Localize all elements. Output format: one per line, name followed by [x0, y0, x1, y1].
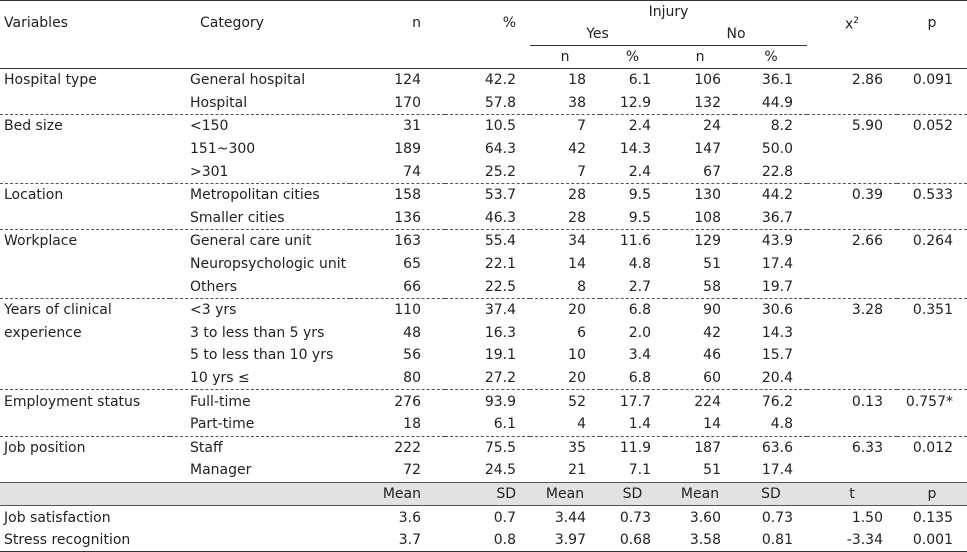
variable-cell: [0, 92, 170, 115]
pct-cell: 37.4: [484, 302, 516, 319]
variable-cell: [0, 459, 170, 482]
stat-cell: 3.28: [851, 302, 883, 319]
table-row: [0, 138, 967, 161]
variable-cell: Bed size: [4, 118, 63, 135]
yes-pct-cell: 3.4: [628, 347, 651, 364]
variable-cell: Job satisfaction: [4, 509, 111, 526]
p-cell: 0.091: [912, 72, 953, 89]
yes-n-cell: 4: [530, 413, 600, 436]
stat-cell: [807, 275, 897, 298]
pct-cell: 93.9: [484, 393, 516, 410]
variable-cell: [0, 413, 170, 436]
no-n-cell: 51: [703, 462, 721, 479]
no-pct-cell: 43.9: [761, 233, 793, 250]
pct-cell: 6.1: [445, 413, 530, 436]
yes-n-cell: 38: [530, 92, 600, 115]
table-row: [0, 459, 967, 482]
n-cell: 74: [350, 160, 445, 183]
chi-symbol: x: [844, 17, 854, 34]
stat-cell: 0.39: [851, 187, 883, 204]
pct-cell: 46.3: [445, 207, 530, 230]
yes-n-cell: 8: [530, 275, 600, 298]
table-row: [0, 367, 967, 390]
pct-cell: 27.2: [445, 367, 530, 390]
variable-cell: [0, 367, 170, 390]
yes-n-cell: 21: [568, 462, 586, 479]
table-row: [0, 160, 967, 183]
yes-n-cell: 52: [568, 393, 586, 410]
yes-mean-cell: 3.97: [530, 529, 600, 552]
header-p: p: [897, 1, 967, 46]
table-row: [0, 298, 967, 321]
n-cell: 110: [394, 302, 421, 319]
stat-cell: [807, 413, 897, 436]
stat-cell: [807, 459, 897, 482]
yes-pct-cell: 4.8: [628, 256, 651, 273]
yes-n-cell: 14: [568, 256, 586, 273]
no-pct-cell: 76.2: [761, 393, 793, 410]
sub-header-p: p: [897, 482, 967, 506]
no-n-cell: 147: [694, 141, 721, 158]
sub-header-yes-mean: Mean: [530, 482, 600, 506]
p-cell: [897, 344, 967, 367]
pct-cell: 24.5: [484, 462, 516, 479]
yes-pct-cell: 6.1: [628, 72, 651, 89]
header-yes: Yes: [530, 23, 665, 46]
n-cell: 18: [350, 413, 445, 436]
n-cell: 158: [394, 187, 421, 204]
yes-pct-cell: 6.8: [600, 367, 665, 390]
no-pct-cell: 63.6: [761, 439, 793, 456]
p-cell: 0.135: [912, 509, 953, 526]
category-cell: Staff: [190, 439, 223, 456]
yes-pct-cell: 14.3: [619, 141, 651, 158]
no-pct-cell: 44.2: [761, 187, 793, 204]
yes-pct-cell: 2.7: [600, 275, 665, 298]
category-cell: General hospital: [190, 72, 306, 89]
yes-n-cell: 20: [568, 302, 586, 319]
no-n-cell: 187: [694, 439, 721, 456]
header-no-pct: %: [735, 46, 807, 69]
p-cell: [897, 160, 967, 183]
header-yes-n: n: [530, 46, 600, 69]
table-row: [0, 322, 967, 345]
n-cell: 66: [350, 275, 445, 298]
n-cell: 31: [403, 118, 421, 135]
p-cell: 0.012: [912, 439, 953, 456]
no-sd-cell: 0.81: [735, 529, 807, 552]
yes-pct-cell: 9.5: [600, 207, 665, 230]
n-cell: 222: [394, 439, 421, 456]
pct-cell: 10.5: [484, 118, 516, 135]
sub-header-no-sd: SD: [735, 482, 807, 506]
header-n: n: [350, 1, 445, 46]
no-n-cell: 51: [703, 256, 721, 273]
stat-cell: [807, 138, 897, 161]
category-cell: >301: [170, 160, 350, 183]
header-chi-square: [807, 1, 897, 46]
header-no: No: [665, 23, 807, 46]
no-n-cell: 129: [694, 233, 721, 250]
variable-cell: Location: [4, 187, 64, 204]
stat-cell: [807, 344, 897, 367]
header-yes-pct: %: [600, 46, 665, 69]
no-pct-cell: 20.4: [735, 367, 807, 390]
no-n-cell: 132: [665, 92, 735, 115]
no-pct-cell: 36.1: [761, 72, 793, 89]
table-row: [0, 207, 967, 230]
no-n-cell: 60: [665, 367, 735, 390]
no-pct-cell: 4.8: [735, 413, 807, 436]
no-n-cell: 106: [694, 72, 721, 89]
no-mean-cell: 3.60: [689, 509, 721, 526]
no-pct-cell: 8.2: [770, 118, 793, 135]
p-cell: 0.001: [897, 529, 967, 552]
sub-header-yes-sd: SD: [600, 482, 665, 506]
no-mean-cell: 3.58: [665, 529, 735, 552]
table-row: [0, 529, 967, 552]
stat-cell: [807, 253, 897, 276]
yes-mean-cell: 3.44: [554, 509, 586, 526]
yes-n-cell: 28: [530, 207, 600, 230]
sub-header-t: t: [807, 482, 897, 506]
n-cell: 80: [350, 367, 445, 390]
yes-sd-cell: 0.73: [619, 509, 651, 526]
category-cell: Smaller cities: [170, 207, 350, 230]
variable-cell: [0, 138, 170, 161]
no-pct-cell: 15.7: [761, 347, 793, 364]
category-cell: <150: [190, 118, 229, 135]
p-cell: [897, 459, 967, 482]
p-cell: [897, 367, 967, 390]
p-cell: [897, 207, 967, 230]
n-cell: 124: [394, 72, 421, 89]
n-cell: 136: [350, 207, 445, 230]
stat-cell: -3.34: [807, 529, 897, 552]
pct-cell: 25.2: [445, 160, 530, 183]
variable-cell: [0, 344, 170, 367]
n-cell: 276: [394, 393, 421, 410]
yes-n-cell: 18: [568, 72, 586, 89]
yes-n-cell: 42: [568, 141, 586, 158]
no-n-cell: 130: [694, 187, 721, 204]
header-no-n: n: [665, 46, 735, 69]
n-cell: 72: [403, 462, 421, 479]
stat-cell: [807, 322, 897, 345]
stat-cell: 2.86: [851, 72, 883, 89]
pct-cell: 42.2: [484, 72, 516, 89]
n-cell: 163: [394, 233, 421, 250]
pct-cell: 22.5: [445, 275, 530, 298]
yes-n-cell: 20: [530, 367, 600, 390]
stat-cell: [807, 160, 897, 183]
stat-cell: 5.90: [851, 118, 883, 135]
p-cell: [897, 138, 967, 161]
no-pct-cell: 36.7: [735, 207, 807, 230]
category-cell: 3 to less than 5 yrs: [190, 324, 325, 341]
stat-cell: [807, 92, 897, 115]
header-injury: Injury: [530, 1, 807, 24]
table-row: [0, 506, 967, 529]
no-pct-cell: 50.0: [761, 141, 793, 158]
no-n-cell: 90: [703, 302, 721, 319]
p-cell: [897, 275, 967, 298]
table-row: [0, 183, 967, 206]
yes-pct-cell: 1.4: [600, 413, 665, 436]
p-cell: [897, 92, 967, 115]
category-cell: <3 yrs: [190, 302, 237, 319]
no-n-cell: 108: [665, 207, 735, 230]
yes-pct-cell: 9.5: [628, 187, 651, 204]
pct-cell: 53.7: [484, 187, 516, 204]
no-pct-cell: 44.9: [735, 92, 807, 115]
table-row: [0, 275, 967, 298]
yes-n-cell: 7: [577, 118, 586, 135]
category-cell: [170, 506, 350, 529]
mean-cell: 3.6: [398, 509, 421, 526]
stat-cell: 1.50: [851, 509, 883, 526]
stat-cell: [807, 207, 897, 230]
pct-cell: 64.3: [484, 141, 516, 158]
category-cell: 10 yrs ≤: [170, 367, 350, 390]
header-category: Category: [170, 1, 350, 46]
no-n-cell: 58: [665, 275, 735, 298]
no-pct-cell: 17.4: [761, 462, 793, 479]
variable-cell: experience: [4, 324, 82, 341]
yes-pct-cell: 2.0: [628, 324, 651, 341]
no-sd-cell: 0.73: [761, 509, 793, 526]
n-cell: 189: [394, 141, 421, 158]
category-cell: Others: [170, 275, 350, 298]
variable-cell: Job position: [4, 439, 86, 456]
p-cell: 0.533: [912, 187, 953, 204]
variable-cell: Years of clinical: [4, 302, 112, 319]
category-cell: Manager: [190, 462, 252, 479]
category-cell: Full-time: [190, 393, 251, 410]
category-cell: General care unit: [190, 233, 312, 250]
no-pct-cell: 19.7: [735, 275, 807, 298]
pct-cell: 19.1: [484, 347, 516, 364]
table-row: [0, 413, 967, 436]
table-row: [0, 92, 967, 115]
no-n-cell: 67: [665, 160, 735, 183]
table-row: [0, 253, 967, 276]
yes-pct-cell: 7.1: [628, 462, 651, 479]
stat-cell: 0.13: [851, 393, 883, 410]
yes-sd-cell: 0.68: [600, 529, 665, 552]
no-n-cell: 14: [665, 413, 735, 436]
table-row: [0, 115, 967, 138]
sub-header-no-mean: Mean: [665, 482, 735, 506]
mean-cell: 3.7: [350, 529, 445, 552]
category-cell: Hospital: [170, 92, 350, 115]
no-n-cell: 24: [703, 118, 721, 135]
no-pct-cell: 30.6: [761, 302, 793, 319]
category-cell: [170, 529, 350, 552]
yes-n-cell: 10: [568, 347, 586, 364]
p-cell: 0.052: [912, 118, 953, 135]
pct-cell: 16.3: [484, 324, 516, 341]
category-cell: 151~300: [190, 141, 256, 158]
variable-cell: [0, 275, 170, 298]
yes-pct-cell: 11.6: [619, 233, 651, 250]
yes-n-cell: 35: [568, 439, 586, 456]
p-cell: 0.264: [912, 233, 953, 250]
sub-header-sd: SD: [445, 482, 530, 506]
sd-cell: 0.7: [493, 509, 516, 526]
yes-n-cell: 6: [577, 324, 586, 341]
stat-cell: 2.66: [851, 233, 883, 250]
variable-cell: [0, 160, 170, 183]
no-n-cell: 46: [703, 347, 721, 364]
yes-n-cell: 7: [530, 160, 600, 183]
chi-superscript: 2: [853, 16, 860, 27]
no-pct-cell: 22.8: [735, 160, 807, 183]
sub-header-row: [0, 482, 967, 506]
variable-cell: Workplace: [4, 233, 78, 250]
category-cell: Part-time: [170, 413, 350, 436]
yes-pct-cell: 12.9: [600, 92, 665, 115]
variable-cell: Employment status: [4, 393, 141, 410]
categorical-rows: [0, 69, 967, 483]
variable-cell: [0, 207, 170, 230]
yes-pct-cell: 11.9: [619, 439, 651, 456]
category-cell: Metropolitan cities: [190, 187, 320, 204]
table-row: [0, 69, 967, 92]
no-n-cell: 42: [703, 324, 721, 341]
p-cell: [897, 322, 967, 345]
header-variables: Variables: [0, 1, 170, 46]
table-row: [0, 390, 967, 413]
stat-cell: 6.33: [851, 439, 883, 456]
no-n-cell: 224: [694, 393, 721, 410]
table-row: [0, 436, 967, 459]
yes-n-cell: 28: [568, 187, 586, 204]
n-cell: 56: [403, 347, 421, 364]
p-cell: [897, 253, 967, 276]
category-cell: Neuropsychologic unit: [190, 256, 347, 273]
yes-pct-cell: 2.4: [600, 160, 665, 183]
no-pct-cell: 17.4: [761, 256, 793, 273]
stat-cell: [807, 367, 897, 390]
variable-cell: Stress recognition: [0, 529, 170, 552]
category-cell: 5 to less than 10 yrs: [190, 347, 334, 364]
variable-cell: [0, 253, 170, 276]
yes-n-cell: 34: [568, 233, 586, 250]
pct-cell: 57.8: [445, 92, 530, 115]
table-row: [0, 230, 967, 253]
n-cell: 65: [403, 256, 421, 273]
header-pct: %: [445, 1, 530, 46]
continuous-rows: [0, 506, 967, 552]
no-pct-cell: 14.3: [761, 324, 793, 341]
n-cell: 170: [350, 92, 445, 115]
yes-pct-cell: 17.7: [619, 393, 651, 410]
table-row: [0, 344, 967, 367]
pct-cell: 75.5: [484, 439, 516, 456]
p-cell: [897, 413, 967, 436]
p-cell: 0.757*: [905, 393, 953, 410]
yes-pct-cell: 2.4: [628, 118, 651, 135]
n-cell: 48: [403, 324, 421, 341]
yes-pct-cell: 6.8: [628, 302, 651, 319]
sd-cell: 0.8: [445, 529, 530, 552]
variable-cell: Hospital type: [4, 72, 97, 89]
pct-cell: 55.4: [484, 233, 516, 250]
pct-cell: 22.1: [484, 256, 516, 273]
sub-header-mean: Mean: [350, 482, 445, 506]
p-cell: 0.351: [912, 302, 953, 319]
